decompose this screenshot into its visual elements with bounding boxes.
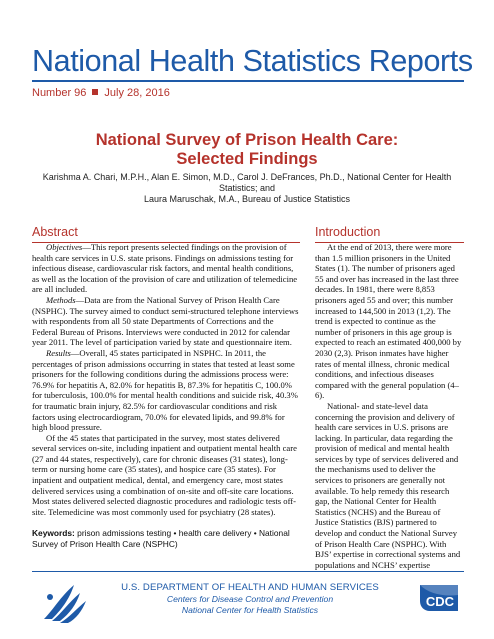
cdc-logo-icon [418, 583, 460, 613]
footer-center: National Center for Health Statistics [181, 605, 319, 615]
results-label: Results [46, 347, 71, 358]
methods-text: —Data are from the National Survey of Prison Health Care (NSPHC). The survey aimed to conduct semi-structured telephone interviews with respondents from all 50 state Departments of Corrections and the Federal Bureau of Prisons. Interviews were conducted in 2012 for calendar year 2011. The level of participation varied by state and questionnaire item. [32, 294, 299, 348]
abstract-column [32, 242, 300, 550]
methods-label: Methods [46, 294, 76, 305]
authors [40, 172, 454, 205]
authors-line-1: Karishma A. Chari, M.P.H., Alan E. Simon, M.D., Carol J. DeFrances, Ph.D., National Center for Health Statistics; and [42, 172, 452, 193]
introduction-paragraph-2: National- and state-level data concerning the provision and delivery of health care services in U.S. prisons are lacking. In particular, data regarding the provision of medical and mental health services by type of services delivered and the mechanisms used to deliver the services to prisoners are generally not available. To help remedy this research gap, the National Center for Health Statistics (NCHS) and the Bureau of Justice Statistics (BJS) partnered to develop and conduct the National Survey of Prison Health Care (NSPHC). With BJS’ expertise in correctional systems and populations and NCHS’ expertise [315, 400, 461, 570]
report-title [60, 131, 434, 169]
footer-agency: Centers for Disease Control and Prevention [166, 594, 334, 604]
footer-rule [32, 571, 464, 572]
issue-line [32, 88, 170, 99]
abstract-heading: Abstract [32, 225, 78, 239]
footer-agency-block [120, 582, 380, 616]
keywords-label: Keywords: [32, 528, 75, 539]
keywords-text: prison admissions testing • health care delivery • National Survey of Prison Health Care (NSPHC) [32, 528, 290, 550]
results-text: —Overall, 45 states participated in NSPHC. In 2011, the percentages of prison admissions occurring in states that tested at least some prisoners for the following conditions during the admissions process were: 76.9% for hepatitis A, 82.0% for hepatitis B, 87.3% for hepatitis C, 100.0% for tuberculosis, 100.0% for mental health conditions and suicide risk, 40.3% for traumatic brain injury, 82.5% for cardiovascular conditions and risk factors using electrocardiogram, 70.0% for elevated lipids, and 99.8% for high blood pressure. [32, 347, 298, 433]
objectives-text: —This report presents selected findings on the provision of health care services in U.S. state prisons. Findings on admissions testing for infectious disease, cardiovascular risk factors, and mental health conditions, as well as the location of the provision of care and utilization of telemedicine are all included. [32, 242, 298, 295]
introduction-paragraph-1: At the end of 2013, there were more than 1.5 million prisoners in the United States (1). The number of prisoners aged 55 and over has increased in the last three decades. In 1981, there were 8,853 prisoners aged 55 and over; this number increased to 144,500 in 2013 (1,2). The trend is expected to continue as the number of prisoners in this age group is expected to reach an estimated 400,000 by 2030 (2,3). Prison inmates have higher rates of mental illness, chronic medical conditions, and infectious diseases compared with the general population (4–6). [315, 242, 462, 401]
introduction-column [315, 242, 464, 570]
abstract-methods [32, 295, 300, 348]
abstract-results [32, 348, 300, 433]
masthead-rule [32, 80, 464, 82]
objectives-label: Objectives [46, 242, 83, 252]
hhs-eagle-logo-icon [40, 579, 92, 627]
issue-number: Number 96 [32, 87, 87, 99]
footer-department: U.S. DEPARTMENT OF HEALTH AND HUMAN SERVICES [121, 582, 379, 593]
report-title-line-1: National Survey of Prison Health Care: [95, 131, 399, 149]
cdc-logo-text: CDC [425, 594, 455, 609]
report-title-line-2: Selected Findings [176, 150, 318, 168]
authors-line-2: Laura Maruschak, M.A., Bureau of Justice Statistics [143, 194, 351, 204]
abstract-paragraph-4: Of the 45 states that participated in the survey, most states delivered several services on-site, including inpatient and outpatient mental health care (27 and 44 states, respectively), care for chronic diseases (31 states), long-term or nursing home care (35 states), and hospice care (35 states). For inpatient and outpatient medical, dental, and emergency care, most states delivered services using a combination of on-site and off-site care locations. Most states delivered selected diagnostic procedures and radiologic tests off-site. Telemedicine was most commonly used for psychiatry (28 states). [32, 432, 297, 517]
introduction-heading: Introduction [315, 225, 381, 239]
report-series-title: National Health Statistics Reports [32, 44, 473, 78]
keywords [32, 528, 300, 549]
issue-date: July 28, 2016 [104, 87, 170, 99]
square-bullet-icon [92, 89, 98, 95]
abstract-objectives [32, 242, 300, 295]
